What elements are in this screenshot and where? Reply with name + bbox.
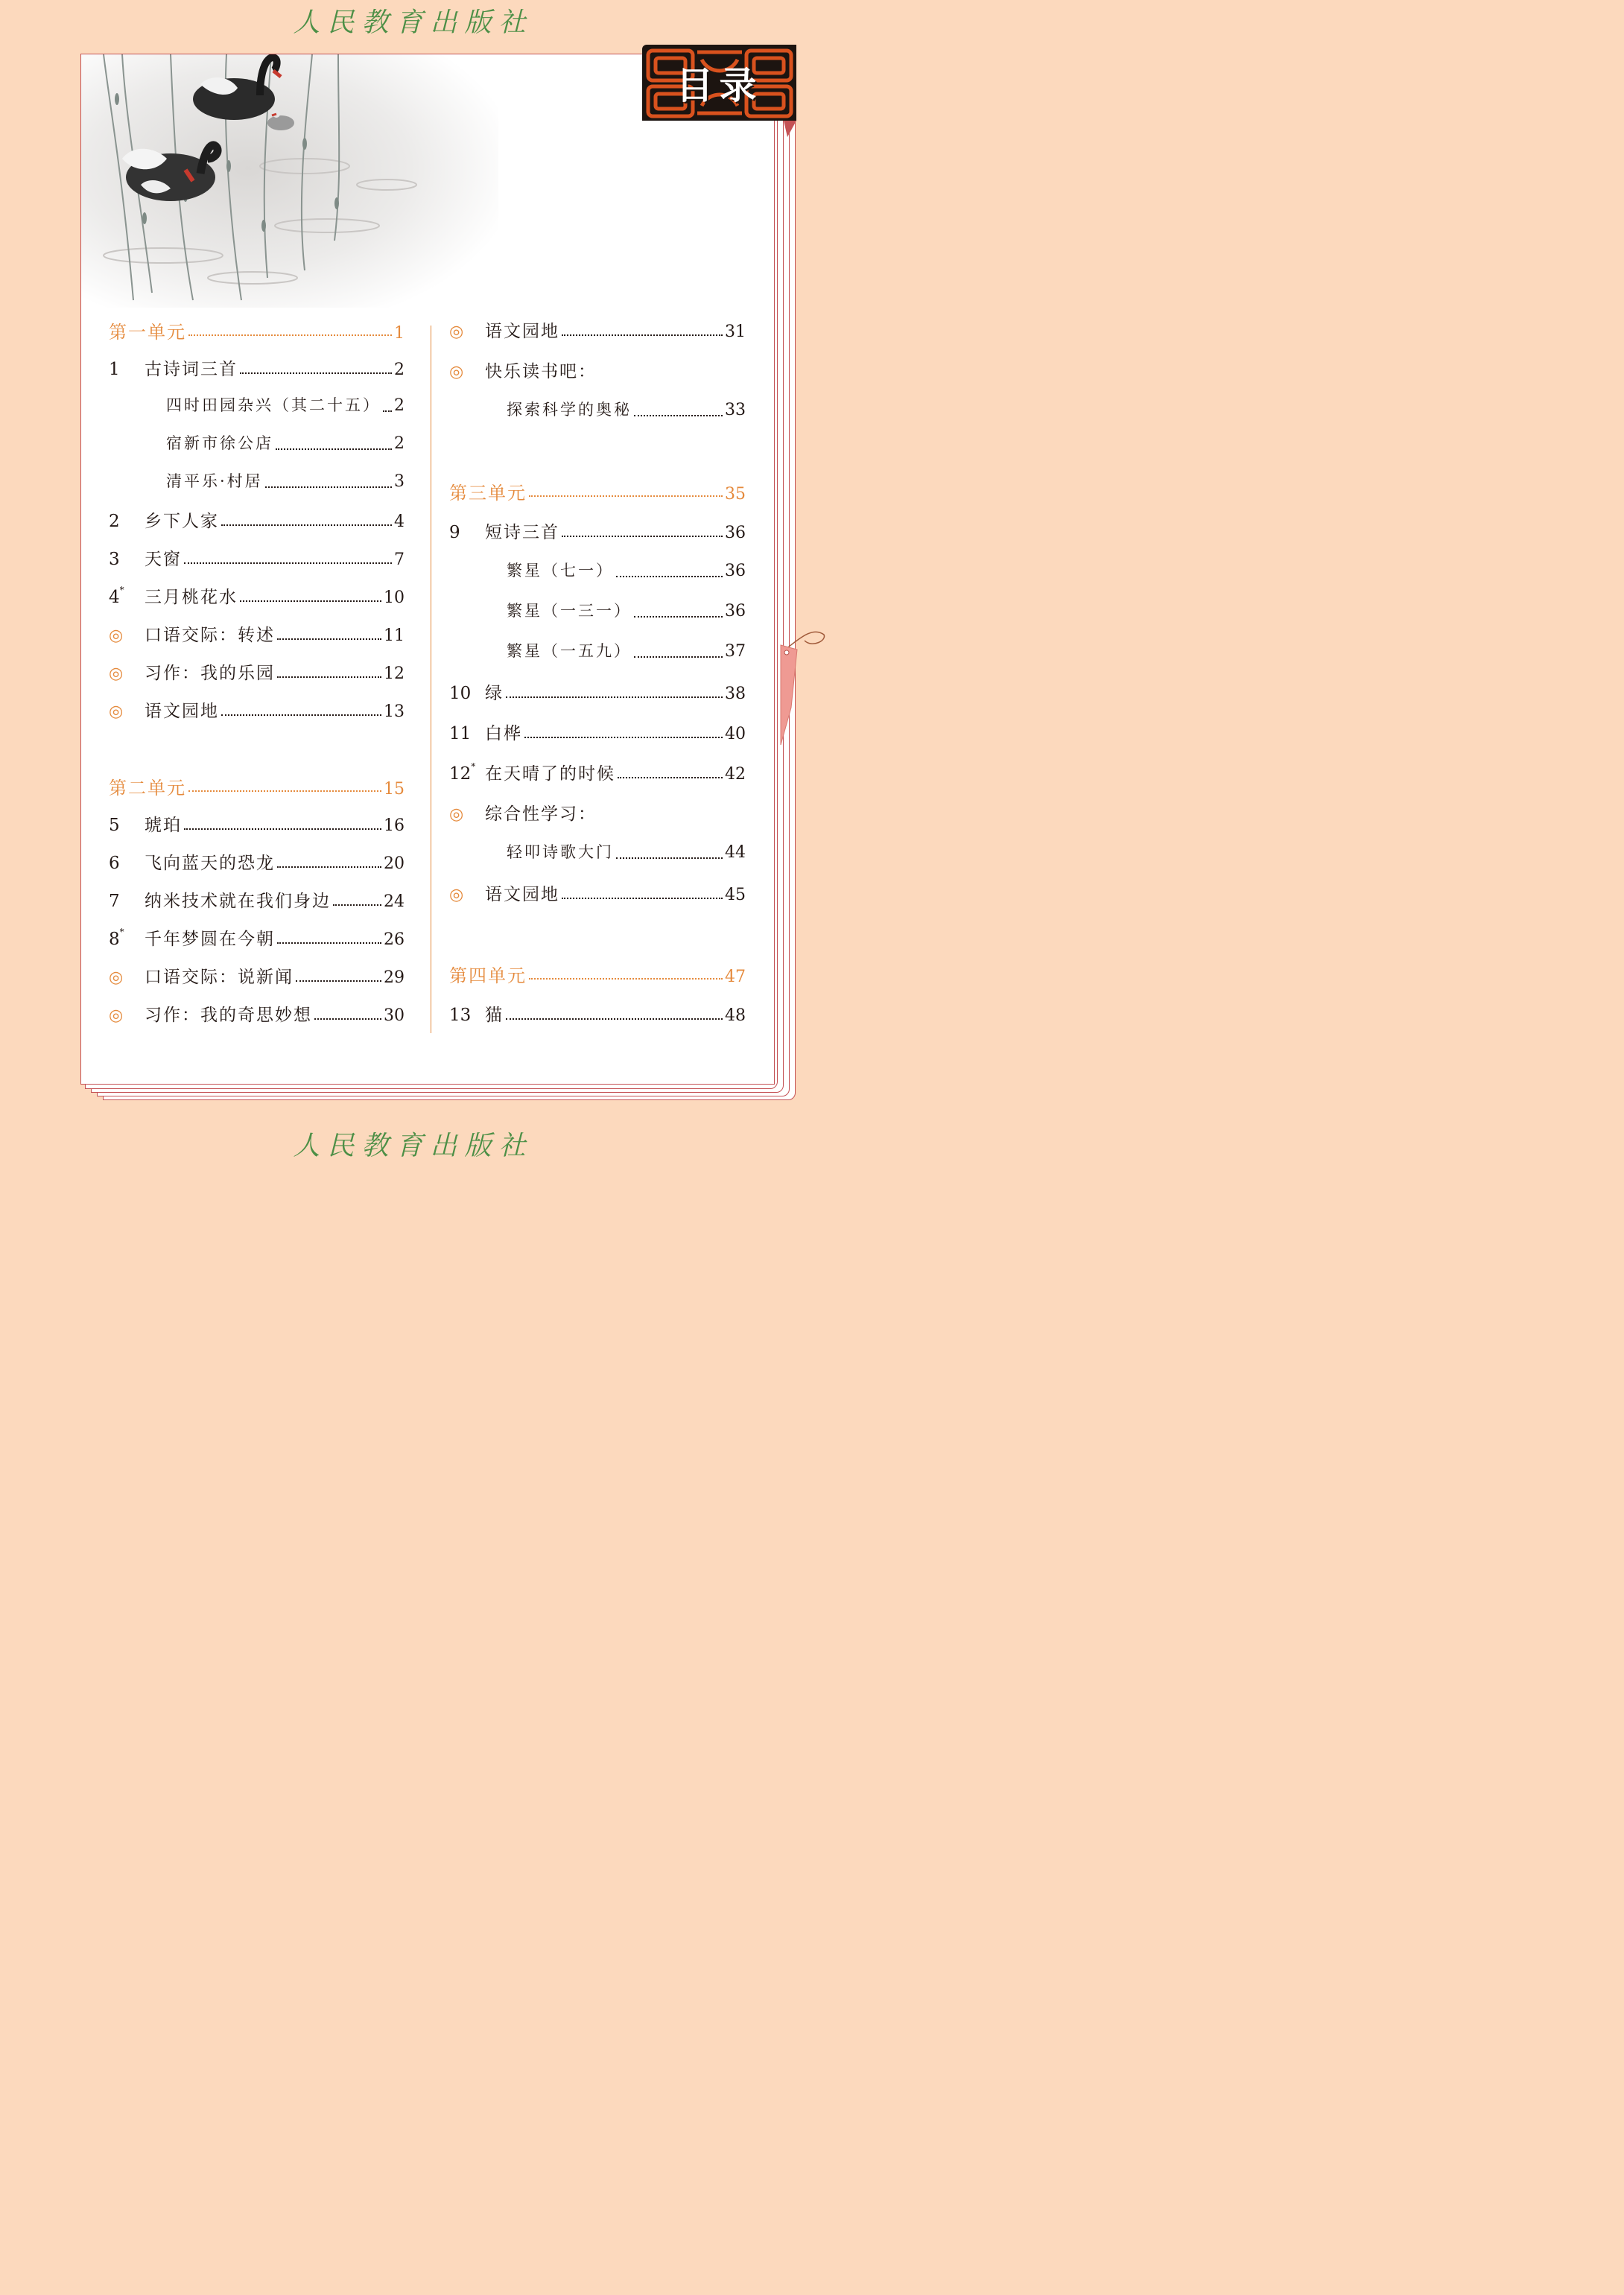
dot-leader [221, 714, 381, 716]
dot-leader [240, 372, 392, 374]
toc-entry[interactable] [109, 849, 405, 879]
lesson-number: 8* [109, 927, 124, 949]
optional-lesson-star: * [119, 927, 124, 937]
page-number: 36 [725, 524, 746, 542]
page-number: 26 [384, 930, 405, 949]
lesson-number: 6 [109, 854, 120, 873]
bullet-circle-icon: ◎ [109, 664, 124, 683]
toc-title: 宿新市徐公店 [166, 434, 273, 452]
toc-title: 综合性学习： [485, 804, 597, 824]
page-number: 2 [394, 434, 405, 453]
toc-sub-entry[interactable] [109, 431, 405, 461]
lesson-number: 1 [109, 360, 120, 379]
toc-title: 短诗三首 [485, 523, 559, 542]
bullet-circle-icon: ◎ [449, 363, 464, 381]
dot-leader [277, 676, 381, 678]
page-number: 20 [384, 854, 405, 873]
bullet-circle-icon: ◎ [109, 626, 124, 645]
dot-leader [265, 486, 392, 488]
toc-entry[interactable] [449, 358, 746, 387]
toc-sub-entry[interactable] [449, 559, 746, 588]
page-number: 29 [384, 968, 405, 987]
toc-title: 第二单元 [109, 778, 186, 799]
toc-unit-heading[interactable] [109, 317, 405, 347]
toc-title: 古诗词三首 [145, 360, 238, 379]
swan-ink-painting [81, 54, 498, 308]
dot-leader [221, 524, 392, 526]
lesson-number: 7 [109, 892, 120, 911]
toc-unit-heading[interactable] [449, 478, 746, 508]
page-number: 42 [725, 765, 746, 784]
toc-sub-entry[interactable] [449, 840, 746, 870]
bullet-circle-icon: ◎ [109, 702, 124, 721]
toc-entry[interactable] [109, 507, 405, 537]
publisher-logo-bottom: 人民教育出版社 [293, 1131, 533, 1161]
page-number: 2 [394, 396, 405, 415]
toc-title: 飞向蓝天的恐龙 [145, 854, 275, 873]
toc-entry[interactable] [109, 355, 405, 385]
page-number: 36 [725, 562, 746, 580]
toc-entry[interactable] [449, 800, 746, 830]
toc-title: 语文园地 [485, 885, 559, 904]
bullet-circle-icon: ◎ [449, 323, 464, 341]
optional-lesson-star: * [119, 585, 124, 595]
toc-entry[interactable] [109, 659, 405, 689]
lesson-number: 10 [449, 684, 472, 703]
toc-title: 第三单元 [449, 483, 527, 504]
page-number: 7 [394, 550, 405, 569]
toc-title: 三月桃花水 [145, 588, 238, 607]
bullet-circle-icon: ◎ [109, 968, 124, 987]
toc-title: 快乐读书吧： [485, 362, 597, 381]
toc-title: 千年梦圆在今朝 [145, 930, 275, 949]
dot-leader [634, 656, 723, 658]
page-number: 38 [725, 685, 746, 703]
dot-leader [383, 410, 392, 412]
toc-entry[interactable] [449, 679, 746, 709]
bullet-circle-icon: ◎ [109, 1006, 124, 1025]
toc-title: 天窗 [145, 550, 182, 569]
lesson-number: 12* [449, 761, 476, 784]
toc-entry[interactable] [449, 760, 746, 790]
page-number: 16 [384, 816, 405, 835]
page-number: 45 [725, 886, 746, 904]
dot-leader [296, 980, 381, 982]
toc-sub-entry[interactable] [109, 393, 405, 423]
page-number: 4 [394, 512, 405, 531]
toc-entry[interactable] [109, 697, 405, 727]
toc-badge [642, 45, 796, 121]
toc-entry[interactable] [109, 963, 405, 993]
toc-title: 口语交际：转述 [145, 626, 275, 645]
toc-entry[interactable] [109, 583, 405, 613]
page-number: 1 [394, 324, 405, 343]
dot-leader [529, 978, 723, 980]
toc-title: 习作：我的奇思妙想 [145, 1006, 312, 1025]
dot-leader [562, 898, 723, 899]
dot-leader [618, 777, 723, 778]
toc-title: 白桦 [485, 724, 522, 743]
dot-leader [277, 942, 381, 944]
toc-title: 琥珀 [145, 816, 182, 835]
page-number: 12 [384, 664, 405, 683]
dot-leader [277, 638, 381, 640]
lesson-number: 11 [449, 724, 472, 743]
toc-title: 口语交际：说新闻 [145, 968, 294, 987]
optional-lesson-star: * [471, 761, 476, 772]
page-number: 11 [384, 626, 405, 645]
page-number: 33 [725, 401, 746, 419]
dot-leader [529, 495, 723, 497]
bookmark-tag-icon [775, 618, 827, 752]
dot-leader [506, 696, 723, 698]
dot-leader [524, 737, 723, 738]
page-number: 37 [725, 642, 746, 661]
page-number: 2 [394, 361, 405, 379]
dot-leader [634, 616, 723, 618]
lesson-number: 2 [109, 512, 120, 531]
toc-title: 探索科学的奥秘 [507, 401, 632, 419]
lesson-number: 3 [109, 550, 120, 569]
dot-leader [188, 790, 381, 792]
dot-leader [314, 1018, 381, 1020]
toc-title: 习作：我的乐园 [145, 664, 275, 683]
toc-entry[interactable] [449, 1001, 746, 1031]
dot-leader [240, 600, 381, 602]
badge-fold [784, 121, 796, 137]
toc-title: 第一单元 [109, 322, 186, 343]
dot-leader [184, 828, 381, 830]
dot-leader [616, 576, 723, 577]
page-number: 10 [384, 588, 405, 607]
publisher-logo-top: 人民教育出版社 [293, 7, 533, 38]
toc-title: 清平乐·村居 [166, 472, 263, 490]
toc-entry[interactable] [449, 317, 746, 347]
page-number: 40 [725, 725, 746, 743]
lesson-number: 9 [449, 523, 460, 542]
dot-leader [562, 536, 723, 537]
bullet-circle-icon: ◎ [449, 886, 464, 904]
page-number: 30 [384, 1006, 405, 1025]
page-number: 47 [725, 968, 746, 986]
toc-entry[interactable] [109, 811, 405, 841]
page-number: 48 [725, 1006, 746, 1025]
toc-title: 繁星（一三一） [507, 602, 632, 620]
toc-sub-entry[interactable] [109, 469, 405, 499]
toc-title: 第四单元 [449, 965, 527, 986]
toc-entry[interactable] [449, 518, 746, 548]
toc-entry[interactable] [109, 1001, 405, 1031]
toc-title: 繁星（一五九） [507, 642, 632, 660]
toc-entry[interactable] [109, 621, 405, 651]
toc-title: 繁星（七一） [507, 562, 614, 580]
page-number: 3 [394, 472, 405, 491]
page-number: 35 [725, 485, 746, 504]
toc-title: 乡下人家 [145, 512, 219, 531]
toc-title: 语文园地 [145, 702, 219, 721]
toc-title: 语文园地 [485, 322, 559, 341]
toc-entry[interactable] [449, 880, 746, 910]
toc-sub-entry[interactable] [449, 398, 746, 428]
toc-entry[interactable] [109, 545, 405, 575]
dot-leader [506, 1018, 723, 1020]
toc-title: 纳米技术就在我们身边 [145, 892, 331, 911]
toc-title: 在天晴了的时候 [485, 764, 615, 784]
toc-heading: 目录 [676, 64, 763, 107]
bullet-circle-icon: ◎ [449, 805, 464, 824]
dot-leader [616, 857, 723, 859]
toc-title: 轻叩诗歌大门 [507, 843, 614, 861]
dot-leader [562, 334, 723, 336]
lesson-number: 4* [109, 585, 124, 607]
toc-entry[interactable] [109, 887, 405, 917]
dot-leader [634, 415, 723, 416]
page-number: 15 [384, 780, 405, 799]
toc-entry[interactable] [109, 925, 405, 955]
page-number: 44 [725, 843, 746, 862]
toc-unit-heading[interactable] [109, 773, 405, 803]
lesson-number: 13 [449, 1006, 472, 1025]
toc-unit-heading[interactable] [449, 961, 746, 991]
toc-sub-entry[interactable] [449, 639, 746, 669]
page-number: 24 [384, 892, 405, 911]
dot-leader [333, 904, 381, 906]
toc-title: 绿 [485, 684, 504, 703]
page-number: 13 [384, 702, 405, 721]
dot-leader [276, 448, 392, 450]
toc-entry[interactable] [449, 720, 746, 749]
toc-title: 四时田园杂兴（其二十五） [166, 396, 381, 414]
dot-leader [184, 562, 392, 564]
toc-title: 猫 [485, 1006, 504, 1025]
toc-sub-entry[interactable] [449, 599, 746, 629]
dot-leader [277, 866, 381, 868]
page-number: 31 [725, 323, 746, 341]
dot-leader [188, 334, 392, 336]
lesson-number: 5 [109, 816, 120, 835]
page-number: 36 [725, 602, 746, 620]
